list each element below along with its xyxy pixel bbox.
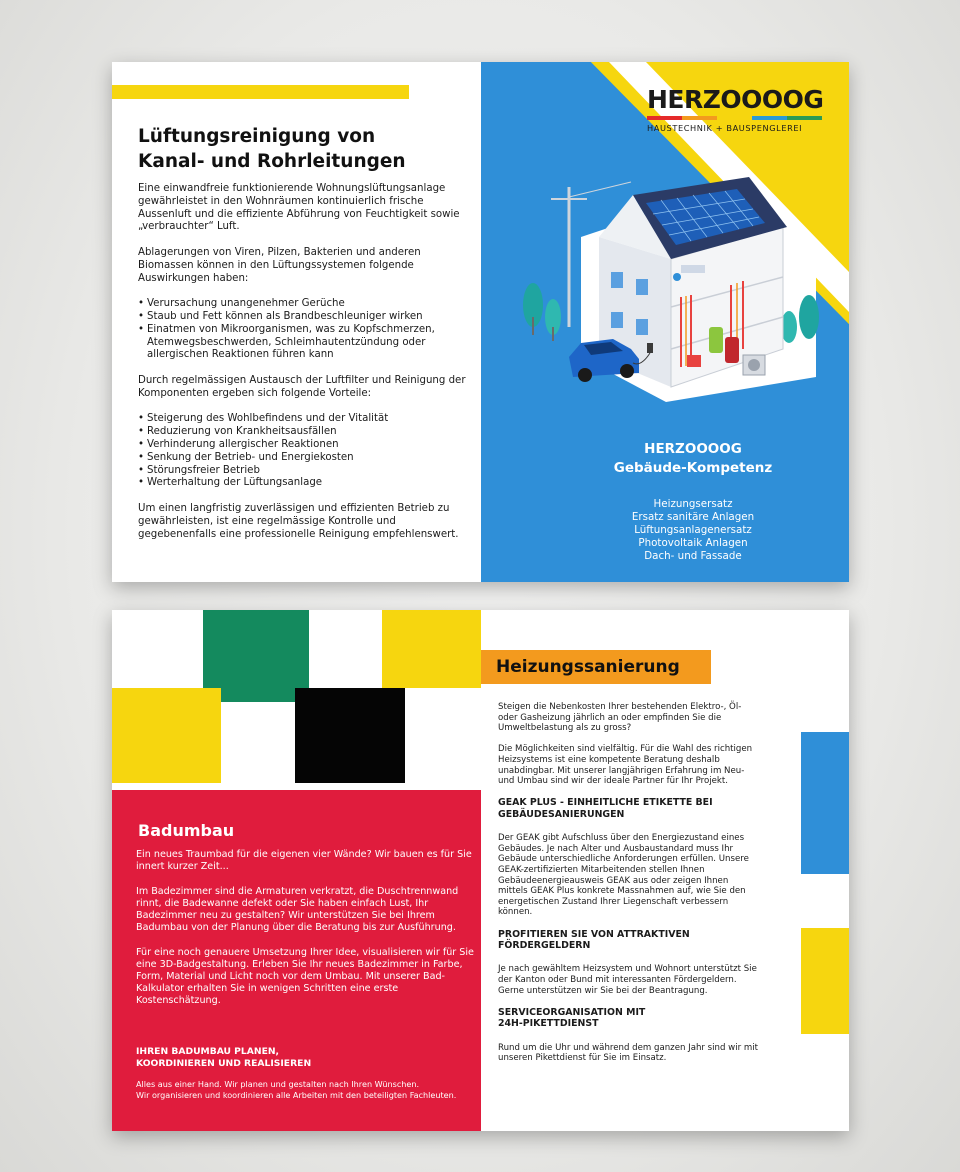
ventilation-replacement: Durch regelmässigen Austausch der Luftfilter und Reinigung der Komponenten ergeben sich folgende Vorteile: bbox=[138, 374, 466, 399]
logo-color-bar bbox=[647, 116, 822, 120]
ventilation-deposits: Ablagerungen von Viren, Pilzen, Bakterien und anderen Biomassen können in den Lüftungssystemen folgende Auswirkungen haben: bbox=[138, 246, 421, 284]
benefits-list bbox=[138, 413, 468, 490]
bath-subheading-line2: KOORDINIEREN UND REALISIEREN bbox=[136, 1058, 312, 1070]
bath-paragraph-2: Im Badezimmer sind die Armaturen verkratzt, die Duschtrennwand rinnt, die Badewanne defekt oder Sie haben einfach Lust, Ihr Badezimmer neu zu gestalten? Wir unterstützen Sie bei Ihrem Badumbau von der Planung über die Beratung bis zur Ausführung. bbox=[136, 885, 459, 934]
bath-footnote-line2: Wir organisieren und koordinieren alle Arbeiten mit den beteiligten Fachleuten. bbox=[136, 1089, 457, 1100]
list-item: • Reduzierung von Krankheitsausfällen bbox=[138, 426, 468, 439]
bath-renovation-body bbox=[136, 849, 474, 1020]
service-heading-line1: SERVICEORGANISATION MIT bbox=[498, 1006, 646, 1018]
list-item: • Einatmen von Mikroorganismen, was zu Kopfschmerzen, Atemwegsbeschwerden, Schleimhautentzündung oder allergischen Reaktionen führen kann bbox=[138, 324, 468, 362]
heating-paragraph-2: Die Möglichkeiten sind vielfältig. Für die Wahl des richtigen Heizsystems ist eine kompetente Beratung deshalb unabdingbar. Mit unserer langjährigen Erfahrung im Neu- und Umbau sind wir der ideale Partner für Ihr Projekt. bbox=[498, 744, 753, 787]
bath-intro: Ein neues Traumbad für die eigenen vier Wände? Wir bauen es für Sie innert kurzer Zeit... bbox=[136, 849, 472, 873]
bath-subheading bbox=[136, 1046, 474, 1070]
logo-tagline: HAUSTECHNIK + BAUSPENGLEREI bbox=[647, 123, 803, 133]
list-item: • Staub und Fett können als Brandbeschleuniger wirken bbox=[138, 311, 468, 324]
list-item: Photovoltaik Anlagen bbox=[638, 537, 748, 549]
yellow-accent-strip bbox=[112, 85, 409, 99]
list-item: • Senkung der Betrieb- und Energiekosten bbox=[138, 452, 468, 465]
house-illustration bbox=[481, 177, 849, 402]
list-item: • Steigerung des Wohlbefindens und der Vitalität bbox=[138, 413, 468, 426]
brochure-spread-renovation bbox=[112, 610, 849, 1131]
geak-heading-line1: GEAK PLUS - EINHEITLICHE ETIKETTE BEI bbox=[498, 797, 713, 809]
company-logo bbox=[647, 86, 827, 133]
effects-list bbox=[138, 298, 468, 362]
competence-heading-line2: Gebäude-Kompetenz bbox=[613, 460, 773, 476]
ventilation-title bbox=[138, 124, 438, 174]
list-item: Dach- und Fassade bbox=[644, 550, 742, 562]
heating-title: Heizungssanierung bbox=[496, 657, 680, 677]
list-item: Ersatz sanitäre Anlagen bbox=[631, 511, 755, 523]
service-heading-line2: 24H-PIKETTDIENST bbox=[498, 1018, 599, 1030]
brochure-spread-ventilation bbox=[112, 62, 849, 582]
yellow-block-top bbox=[382, 610, 481, 688]
competence-heading-line1: HERZOOOOG bbox=[644, 441, 742, 457]
list-item: • Verursachung unangenehmer Gerüche bbox=[138, 298, 468, 311]
subsidy-heading bbox=[498, 929, 760, 952]
ventilation-intro: Eine einwandfreie funktionierende Wohnungslüftungsanlage gewährleistet in den Wohnräumen kontinuierlich frische Aussenluft und die effiziente Abführung von Feuchtigkeit sowie „verbrauchter“ Luft. bbox=[138, 183, 460, 233]
list-item: Lüftungsanlagenersatz bbox=[634, 524, 752, 536]
list-item: • Werterhaltung der Lüftungsanlage bbox=[138, 477, 468, 490]
list-item: • Verhinderung allergischer Reaktionen bbox=[138, 439, 468, 452]
geak-heading bbox=[498, 797, 760, 820]
black-block bbox=[295, 688, 405, 783]
logo-wordmark: HERZOOOOG bbox=[647, 85, 824, 114]
subsidy-heading-line2: FÖRDERGELDERN bbox=[498, 939, 591, 951]
geak-heading-line2: GEBÄUDESANIERUNGEN bbox=[498, 808, 625, 820]
bath-paragraph-3: Für eine noch genauere Umsetzung Ihrer Idee, visualisieren wir für Sie eine 3D-Badgestaltung. Erleben Sie Ihr neues Badezimmer in Farbe, Form, Material und Licht noch vor dem Umbau. Mit unserer Bad-Kalkulator erhalten Sie in wenigen Schritten eine erste Kostenschätzung. bbox=[136, 946, 474, 1007]
ventilation-closing: Um einen langfristig zuverlässigen und effizienten Betrieb zu gewährleisten, ist eine regelmässige Kontrolle und gegebenenfalls eine professionelle Reinigung empfehlenswert. bbox=[138, 502, 459, 540]
ventilation-body bbox=[138, 183, 468, 554]
ventilation-title-line1: Lüftungsreinigung von bbox=[138, 126, 376, 147]
heating-paragraph-1: Steigen die Nebenkosten Ihrer bestehenden Elektro-, Öl- oder Gasheizung jährlich an oder empfinden Sie die Umweltbelastung als zu gross? bbox=[498, 702, 742, 734]
company-panel bbox=[481, 62, 849, 582]
list-item: • Störungsfreier Betrieb bbox=[138, 465, 468, 478]
list-item: Heizungsersatz bbox=[653, 498, 733, 510]
subsidy-heading-line1: PROFITIEREN SIE VON ATTRAKTIVEN bbox=[498, 928, 690, 940]
ventilation-title-line2: Kanal- und Rohrleitungen bbox=[138, 151, 406, 172]
service-paragraph: Rund um die Uhr und während dem ganzen Jahr sind wir mit unseren Pikettdienst für Sie im Einsatz. bbox=[498, 1042, 758, 1064]
bath-renovation-title: Badumbau bbox=[138, 821, 235, 840]
blue-block-right bbox=[801, 732, 849, 874]
yellow-block-left bbox=[112, 688, 221, 783]
competence-heading bbox=[543, 440, 843, 478]
geak-paragraph: Der GEAK gibt Aufschluss über den Energiezustand eines Gebäudes. Je nach Alter und Ausbaustandard muss Ihr Gebäude unterschiedliche Anforderungen erfüllen. Unsere GEAK-zertifizierten Mitarbeitenden stellen Ihnen Gebäudeenergieausweis GEAK aus oder zeigen Ihnen mittels GEAK Plus konkrete Massnahmen auf, wie Sie den energetischen Zustand Ihrer Liegenschaft verbessern können. bbox=[498, 833, 749, 918]
bath-subheading-line1: IHREN BADUMBAU PLANEN, bbox=[136, 1046, 280, 1057]
subsidy-paragraph: Je nach gewähltem Heizsystem und Wohnort unterstützt Sie der Kanton oder Bund mit interessanten Fördergeldern. Gerne unterstützen wir Sie bei der Beantragung. bbox=[498, 964, 757, 996]
services-list bbox=[543, 498, 843, 563]
yellow-block-right bbox=[801, 928, 849, 1034]
service-heading bbox=[498, 1007, 760, 1030]
bath-footnote bbox=[136, 1079, 481, 1100]
bath-footnote-line1: Alles aus einer Hand. Wir planen und gestalten nach Ihren Wünschen. bbox=[136, 1079, 420, 1089]
heating-body bbox=[498, 702, 760, 1074]
